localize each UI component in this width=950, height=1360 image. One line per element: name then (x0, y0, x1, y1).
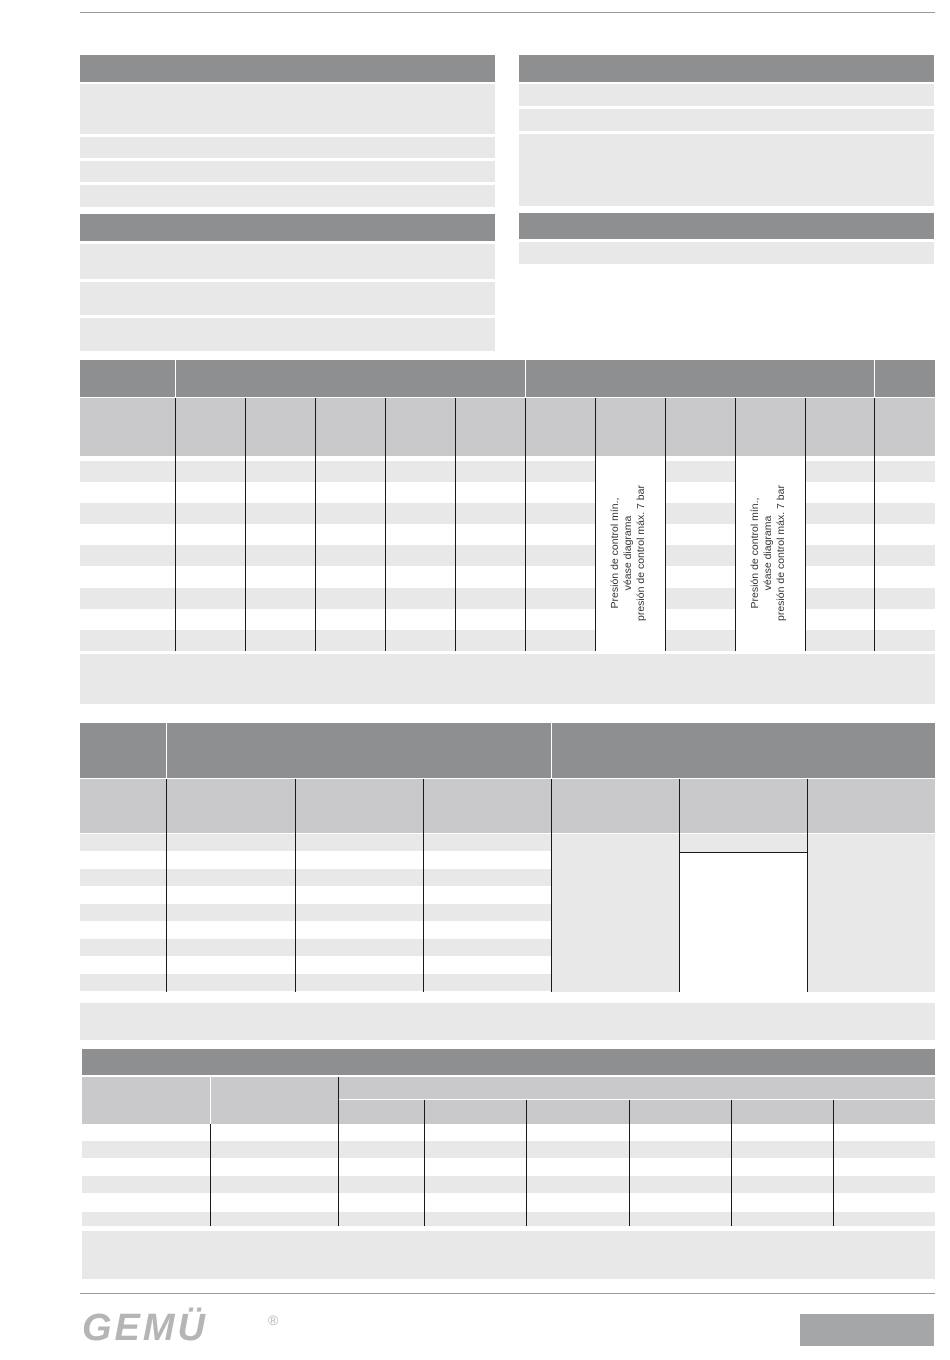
right-block-row (519, 84, 934, 106)
left-block-row (80, 161, 495, 182)
table2-merged-cell (808, 834, 935, 992)
table-row (80, 869, 551, 886)
left-block-header-2 (80, 214, 495, 241)
table-row (80, 630, 935, 651)
right-block-header-2 (519, 213, 934, 239)
table2-header (80, 723, 935, 778)
table-row (80, 974, 551, 991)
table2-merged-cell (552, 834, 679, 992)
left-block-row (80, 84, 495, 134)
table1-note-col9: Presión de control mín., véase diagrama presión de control máx. 7 bar (749, 485, 787, 621)
right-block-row (519, 134, 934, 206)
table-row (80, 904, 551, 921)
table-row (80, 588, 935, 609)
left-block-row (80, 244, 495, 279)
table3-footnote (82, 1231, 935, 1279)
right-block-row (519, 109, 934, 131)
table2-footnote (80, 1003, 935, 1040)
table2-merged-cell (680, 834, 807, 852)
table-row (80, 545, 935, 566)
table-row (80, 834, 551, 851)
left-block-header (80, 55, 495, 82)
right-block-row (519, 242, 934, 264)
table1-footnote (80, 654, 935, 704)
left-block-row (80, 282, 495, 315)
left-block-row (80, 318, 495, 351)
table1-note-col7: Presión de control mín., véase diagrama presión de control máx. 7 bar (609, 485, 647, 621)
table1-header (80, 360, 935, 397)
gemu-logo: GEMÜ (82, 1307, 208, 1349)
table-row (80, 939, 551, 956)
table1-subheader (80, 398, 935, 456)
table3-header (82, 1049, 935, 1075)
top-rule (80, 12, 935, 13)
footer-rule (80, 1293, 935, 1294)
table-row (80, 461, 935, 482)
table-row (80, 503, 935, 524)
page-number-box (800, 1314, 934, 1346)
left-block-row (80, 137, 495, 158)
right-block-header (519, 55, 934, 82)
registered-mark: ® (268, 1312, 279, 1328)
left-block-row (80, 185, 495, 207)
